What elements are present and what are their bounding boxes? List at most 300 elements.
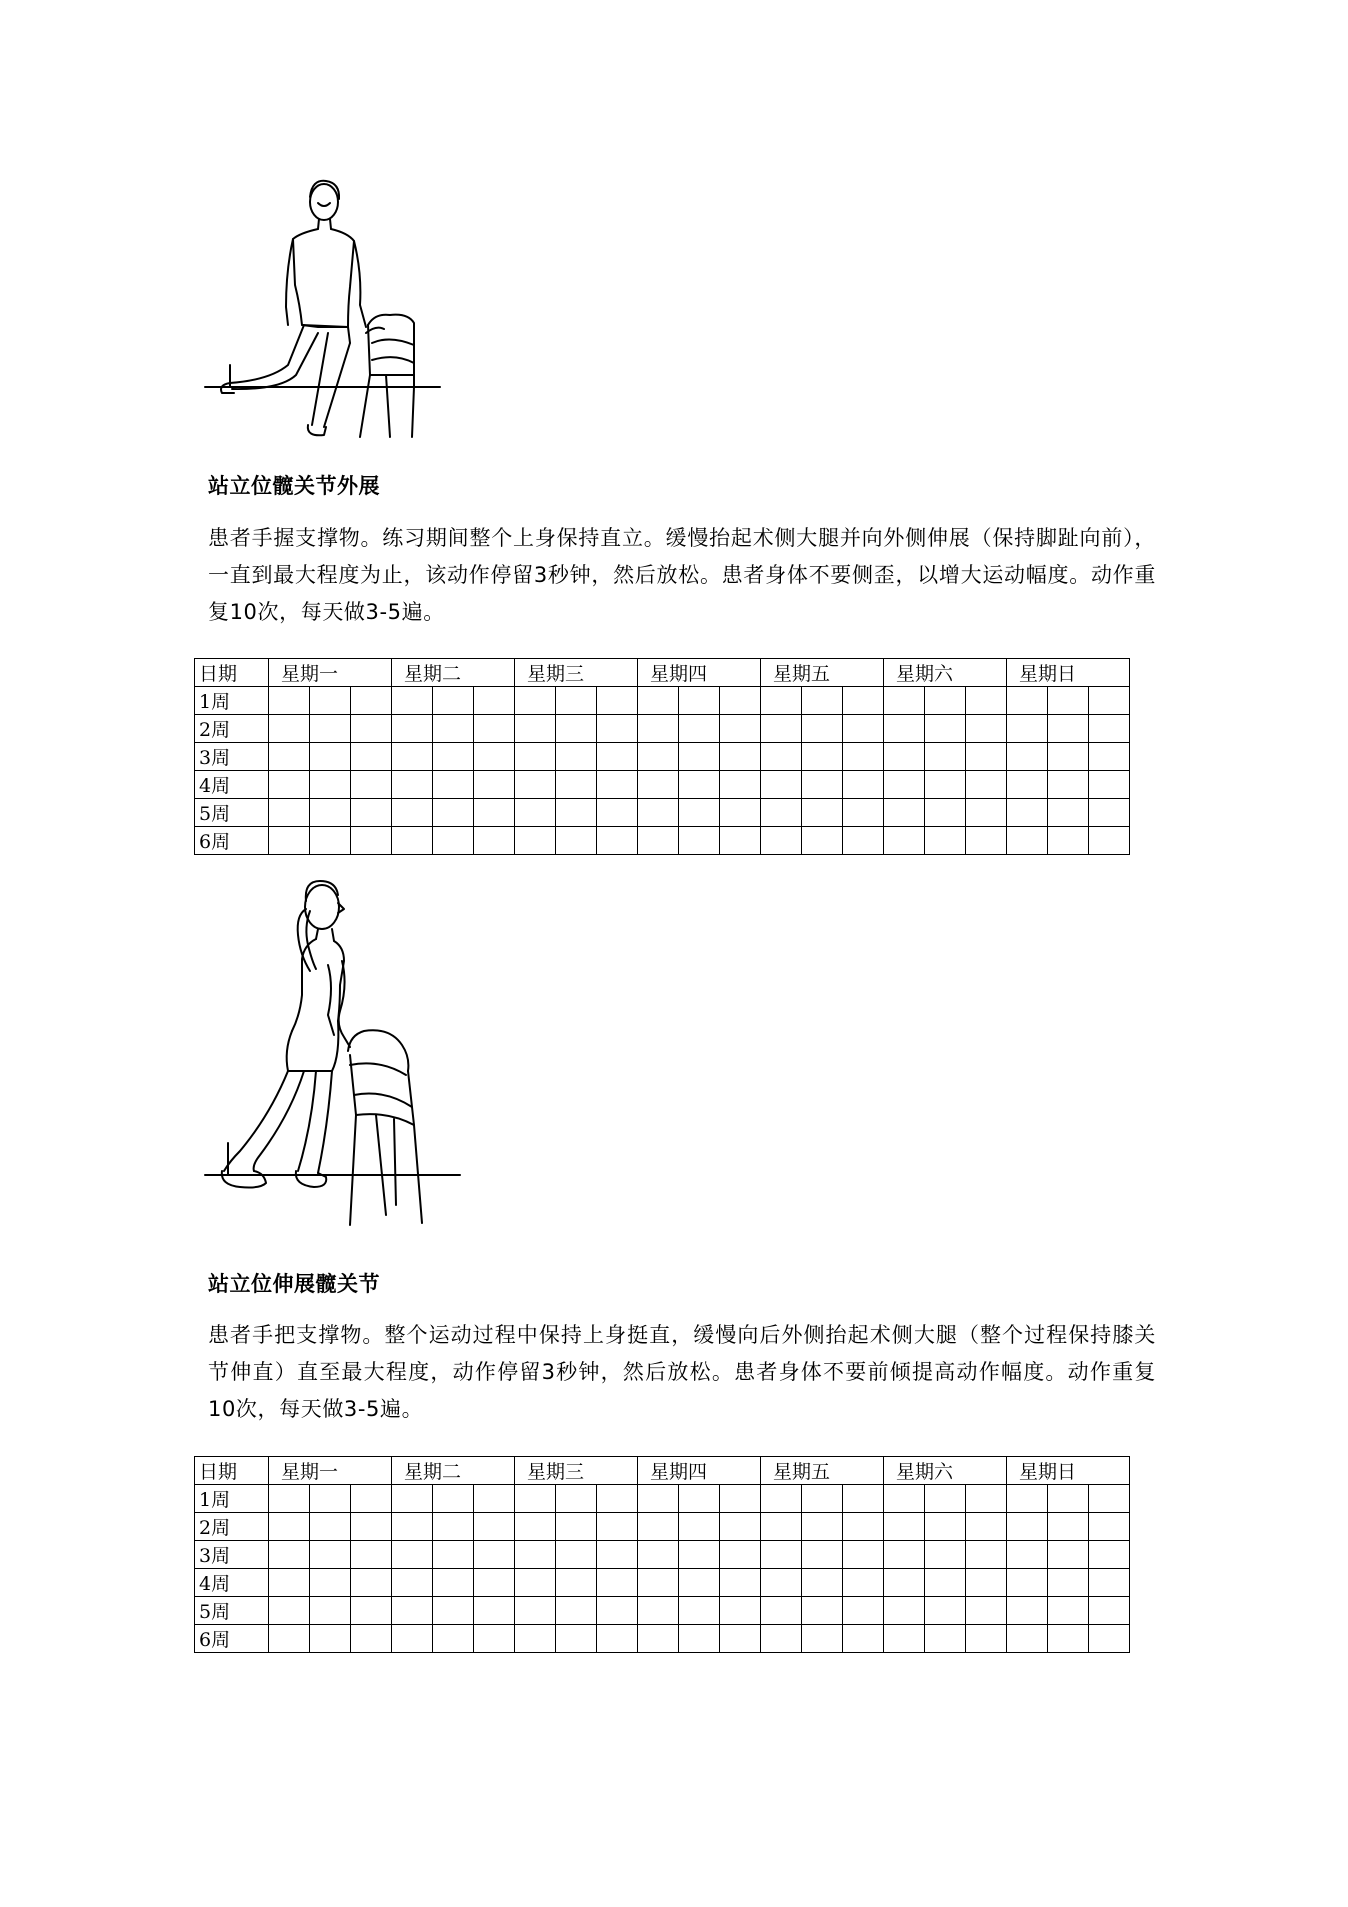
tracking-cell[interactable] bbox=[720, 799, 761, 827]
day-header-tue: 星期二 bbox=[392, 1457, 515, 1485]
tracking-cell[interactable] bbox=[925, 771, 966, 799]
tracking-cell[interactable] bbox=[351, 799, 392, 827]
week-label: 2周 bbox=[195, 1513, 269, 1541]
tracking-cell[interactable] bbox=[761, 771, 802, 799]
tracking-cell[interactable] bbox=[597, 1597, 638, 1625]
tracking-cell[interactable] bbox=[269, 1541, 310, 1569]
tracking-cell[interactable] bbox=[925, 1569, 966, 1597]
tracking-cell[interactable] bbox=[515, 827, 556, 855]
tracking-cell[interactable] bbox=[802, 799, 843, 827]
tracking-cell[interactable] bbox=[269, 715, 310, 743]
tracking-cell[interactable] bbox=[884, 715, 925, 743]
tracking-cell[interactable] bbox=[925, 1541, 966, 1569]
tracking-cell[interactable] bbox=[925, 827, 966, 855]
tracking-cell[interactable] bbox=[1089, 1569, 1130, 1597]
tracking-cell[interactable] bbox=[351, 827, 392, 855]
tracking-cell[interactable] bbox=[269, 1485, 310, 1513]
tracking-cell[interactable] bbox=[433, 1625, 474, 1653]
tracking-cell[interactable] bbox=[474, 1485, 515, 1513]
tracking-cell[interactable] bbox=[679, 799, 720, 827]
week-label: 1周 bbox=[195, 1485, 269, 1513]
week-label: 2周 bbox=[195, 715, 269, 743]
tracking-cell[interactable] bbox=[1089, 687, 1130, 715]
tracking-cell[interactable] bbox=[802, 1597, 843, 1625]
table-row bbox=[195, 715, 1130, 743]
tracking-cell[interactable] bbox=[1089, 715, 1130, 743]
tracking-cell[interactable] bbox=[1089, 1625, 1130, 1653]
tracking-cell[interactable] bbox=[720, 827, 761, 855]
tracking-cell[interactable] bbox=[310, 1513, 351, 1541]
tracking-cell[interactable] bbox=[761, 1597, 802, 1625]
tracking-cell[interactable] bbox=[515, 1625, 556, 1653]
tracking-cell[interactable] bbox=[638, 1485, 679, 1513]
tracking-cell[interactable] bbox=[269, 743, 310, 771]
tracking-cell[interactable] bbox=[474, 799, 515, 827]
tracking-cell[interactable] bbox=[392, 1597, 433, 1625]
tracking-cell[interactable] bbox=[720, 771, 761, 799]
tracking-cell[interactable] bbox=[925, 799, 966, 827]
tracking-cell[interactable] bbox=[474, 1541, 515, 1569]
tracking-cell[interactable] bbox=[843, 687, 884, 715]
tracking-cell[interactable] bbox=[720, 1541, 761, 1569]
tracking-cell[interactable] bbox=[597, 1485, 638, 1513]
table-row bbox=[195, 827, 1130, 855]
tracking-cell[interactable] bbox=[966, 1597, 1007, 1625]
exercise-2-tracking-table bbox=[194, 1456, 1130, 1653]
tracking-cell[interactable] bbox=[597, 743, 638, 771]
tracking-cell[interactable] bbox=[720, 687, 761, 715]
tracking-cell[interactable] bbox=[597, 1541, 638, 1569]
tracking-cell[interactable] bbox=[761, 827, 802, 855]
tracking-cell[interactable] bbox=[1089, 1485, 1130, 1513]
tracking-cell[interactable] bbox=[720, 1485, 761, 1513]
day-header-fri: 星期五 bbox=[761, 659, 884, 687]
tracking-cell[interactable] bbox=[843, 743, 884, 771]
tracking-cell[interactable] bbox=[966, 1625, 1007, 1653]
tracking-cell[interactable] bbox=[638, 1597, 679, 1625]
tracking-cell[interactable] bbox=[884, 1513, 925, 1541]
tracking-cell[interactable] bbox=[679, 1569, 720, 1597]
tracking-cell[interactable] bbox=[720, 1597, 761, 1625]
tracking-cell[interactable] bbox=[351, 1569, 392, 1597]
tracking-cell[interactable] bbox=[761, 1485, 802, 1513]
tracking-cell[interactable] bbox=[1048, 827, 1089, 855]
tracking-cell[interactable] bbox=[310, 743, 351, 771]
tracking-cell[interactable] bbox=[679, 771, 720, 799]
tracking-cell[interactable] bbox=[433, 687, 474, 715]
tracking-cell[interactable] bbox=[556, 1513, 597, 1541]
tracking-cell[interactable] bbox=[966, 771, 1007, 799]
tracking-cell[interactable] bbox=[556, 687, 597, 715]
tracking-cell[interactable] bbox=[351, 715, 392, 743]
tracking-cell[interactable] bbox=[720, 715, 761, 743]
tracking-cell[interactable] bbox=[269, 1597, 310, 1625]
tracking-cell[interactable] bbox=[761, 799, 802, 827]
tracking-cell[interactable] bbox=[392, 1569, 433, 1597]
tracking-cell[interactable] bbox=[556, 715, 597, 743]
tracking-cell[interactable] bbox=[351, 1625, 392, 1653]
tracking-cell[interactable] bbox=[720, 743, 761, 771]
tracking-cell[interactable] bbox=[1048, 1513, 1089, 1541]
table-row bbox=[195, 743, 1130, 771]
tracking-cell[interactable] bbox=[515, 799, 556, 827]
tracking-cell[interactable] bbox=[1048, 799, 1089, 827]
tracking-cell[interactable] bbox=[925, 715, 966, 743]
tracking-cell[interactable] bbox=[392, 1485, 433, 1513]
table-row bbox=[195, 1541, 1130, 1569]
tracking-cell[interactable] bbox=[1007, 715, 1048, 743]
day-header-sun: 星期日 bbox=[1007, 1457, 1130, 1485]
tracking-cell[interactable] bbox=[597, 715, 638, 743]
tracking-cell[interactable] bbox=[1048, 687, 1089, 715]
tracking-cell[interactable] bbox=[802, 1513, 843, 1541]
tracking-cell[interactable] bbox=[351, 743, 392, 771]
tracking-cell[interactable] bbox=[1048, 1541, 1089, 1569]
tracking-cell[interactable] bbox=[679, 1485, 720, 1513]
tracking-cell[interactable] bbox=[802, 1625, 843, 1653]
tracking-cell[interactable] bbox=[310, 687, 351, 715]
tracking-cell[interactable] bbox=[761, 743, 802, 771]
day-header-sat: 星期六 bbox=[884, 1457, 1007, 1485]
tracking-cell[interactable] bbox=[679, 743, 720, 771]
tracking-cell[interactable] bbox=[679, 1541, 720, 1569]
tracking-cell[interactable] bbox=[1048, 1625, 1089, 1653]
tracking-cell[interactable] bbox=[638, 1513, 679, 1541]
tracking-cell[interactable] bbox=[269, 1569, 310, 1597]
tracking-cell[interactable] bbox=[433, 827, 474, 855]
exercise-2-instructions: 患者手把支撑物。整个运动过程中保持上身挺直，缓慢向后外侧抬起术侧大腿（整个过程保持膝关节伸直）直至最大程度，动作停留3秒钟，然后放松。患者身体不要前倾提高动作幅度。动作重复10次，每天做3-5遍。 bbox=[208, 1323, 1156, 1421]
tracking-cell[interactable] bbox=[433, 1485, 474, 1513]
tracking-cell[interactable] bbox=[1089, 827, 1130, 855]
day-header-sun: 星期日 bbox=[1007, 659, 1130, 687]
tracking-cell[interactable] bbox=[966, 743, 1007, 771]
tracking-cell[interactable] bbox=[269, 799, 310, 827]
tracking-cell[interactable] bbox=[474, 771, 515, 799]
week-label: 4周 bbox=[195, 1569, 269, 1597]
tracking-cell[interactable] bbox=[1007, 1569, 1048, 1597]
table-row bbox=[195, 1597, 1130, 1625]
tracking-cell[interactable] bbox=[597, 771, 638, 799]
tracking-cell[interactable] bbox=[269, 827, 310, 855]
tracking-cell[interactable] bbox=[638, 1625, 679, 1653]
tracking-cell[interactable] bbox=[1089, 743, 1130, 771]
day-header-mon: 星期一 bbox=[269, 659, 392, 687]
tracking-cell[interactable] bbox=[351, 1597, 392, 1625]
tracking-cell[interactable] bbox=[966, 1513, 1007, 1541]
tracking-cell[interactable] bbox=[843, 827, 884, 855]
tracking-cell[interactable] bbox=[433, 1597, 474, 1625]
tracking-cell[interactable] bbox=[802, 827, 843, 855]
tracking-cell[interactable] bbox=[433, 1541, 474, 1569]
tracking-cell[interactable] bbox=[843, 1541, 884, 1569]
tracking-cell[interactable] bbox=[556, 1485, 597, 1513]
date-header: 日期 bbox=[195, 1457, 269, 1485]
tracking-cell[interactable] bbox=[515, 687, 556, 715]
tracking-cell[interactable] bbox=[966, 1541, 1007, 1569]
tracking-cell[interactable] bbox=[597, 1569, 638, 1597]
day-header-mon: 星期一 bbox=[269, 1457, 392, 1485]
tracking-cell[interactable] bbox=[474, 715, 515, 743]
tracking-cell[interactable] bbox=[1007, 743, 1048, 771]
tracking-cell[interactable] bbox=[843, 1513, 884, 1541]
tracking-cell[interactable] bbox=[679, 1513, 720, 1541]
tracking-cell[interactable] bbox=[802, 687, 843, 715]
exercise-2-heading: 站立位伸展髋关节 bbox=[208, 1272, 380, 1296]
tracking-cell[interactable] bbox=[392, 799, 433, 827]
tracking-cell[interactable] bbox=[1048, 1569, 1089, 1597]
tracking-cell[interactable] bbox=[1048, 1485, 1089, 1513]
tracking-cell[interactable] bbox=[1089, 1541, 1130, 1569]
tracking-cell[interactable] bbox=[433, 715, 474, 743]
exercise-1-instructions: 患者手握支撑物。练习期间整个上身保持直立。缓慢抬起术侧大腿并向外侧伸展（保持脚趾向前），一直到最大程度为止，该动作停留3秒钟，然后放松。患者身体不要侧歪，以增大运动幅度。动作重复10次，每天做3-5遍。 bbox=[208, 526, 1156, 624]
tracking-cell[interactable] bbox=[515, 1485, 556, 1513]
tracking-cell[interactable] bbox=[392, 743, 433, 771]
tracking-cell[interactable] bbox=[1007, 827, 1048, 855]
tracking-cell[interactable] bbox=[556, 1597, 597, 1625]
day-header-thu: 星期四 bbox=[638, 659, 761, 687]
tracking-cell[interactable] bbox=[1007, 687, 1048, 715]
tracking-cell[interactable] bbox=[392, 687, 433, 715]
tracking-cell[interactable] bbox=[597, 1513, 638, 1541]
tracking-cell[interactable] bbox=[843, 1625, 884, 1653]
tracking-cell[interactable] bbox=[843, 771, 884, 799]
tracking-cell[interactable] bbox=[1089, 1597, 1130, 1625]
table-header-row bbox=[195, 659, 1130, 687]
tracking-cell[interactable] bbox=[310, 799, 351, 827]
tracking-cell[interactable] bbox=[310, 715, 351, 743]
tracking-cell[interactable] bbox=[761, 1513, 802, 1541]
tracking-cell[interactable] bbox=[515, 1597, 556, 1625]
tracking-cell[interactable] bbox=[843, 1485, 884, 1513]
tracking-cell[interactable] bbox=[556, 771, 597, 799]
tracking-cell[interactable] bbox=[679, 1625, 720, 1653]
tracking-cell[interactable] bbox=[884, 1625, 925, 1653]
day-header-tue: 星期二 bbox=[392, 659, 515, 687]
tracking-cell[interactable] bbox=[310, 1541, 351, 1569]
tracking-cell[interactable] bbox=[679, 1597, 720, 1625]
tracking-cell[interactable] bbox=[515, 1541, 556, 1569]
tracking-cell[interactable] bbox=[884, 1541, 925, 1569]
tracking-cell[interactable] bbox=[392, 715, 433, 743]
tracking-cell[interactable] bbox=[638, 687, 679, 715]
tracking-cell[interactable] bbox=[884, 687, 925, 715]
tracking-cell[interactable] bbox=[884, 799, 925, 827]
tracking-cell[interactable] bbox=[638, 1541, 679, 1569]
tracking-cell[interactable] bbox=[884, 1569, 925, 1597]
tracking-cell[interactable] bbox=[1007, 1597, 1048, 1625]
table-row bbox=[195, 1485, 1130, 1513]
tracking-cell[interactable] bbox=[597, 827, 638, 855]
tracking-cell[interactable] bbox=[843, 715, 884, 743]
tracking-cell[interactable] bbox=[1007, 1625, 1048, 1653]
tracking-cell[interactable] bbox=[679, 687, 720, 715]
week-label: 3周 bbox=[195, 743, 269, 771]
tracking-cell[interactable] bbox=[966, 687, 1007, 715]
tracking-cell[interactable] bbox=[720, 1625, 761, 1653]
tracking-cell[interactable] bbox=[802, 1485, 843, 1513]
tracking-cell[interactable] bbox=[392, 1513, 433, 1541]
tracking-cell[interactable] bbox=[1007, 1485, 1048, 1513]
tracking-cell[interactable] bbox=[597, 799, 638, 827]
tracking-cell[interactable] bbox=[474, 1513, 515, 1541]
table-row bbox=[195, 771, 1130, 799]
day-header-wed: 星期三 bbox=[515, 659, 638, 687]
week-label: 5周 bbox=[195, 799, 269, 827]
tracking-cell[interactable] bbox=[392, 771, 433, 799]
tracking-cell[interactable] bbox=[1007, 1541, 1048, 1569]
week-label: 3周 bbox=[195, 1541, 269, 1569]
tracking-cell[interactable] bbox=[761, 1541, 802, 1569]
hip-abduction-illustration-icon bbox=[200, 175, 460, 440]
hip-extension-illustration-icon bbox=[200, 875, 470, 1235]
tracking-cell[interactable] bbox=[515, 715, 556, 743]
tracking-cell[interactable] bbox=[392, 827, 433, 855]
tracking-cell[interactable] bbox=[1089, 799, 1130, 827]
tracking-cell[interactable] bbox=[556, 1569, 597, 1597]
table-row bbox=[195, 1513, 1130, 1541]
tracking-cell[interactable] bbox=[269, 771, 310, 799]
tracking-cell[interactable] bbox=[515, 1513, 556, 1541]
tracking-cell[interactable] bbox=[1048, 1597, 1089, 1625]
week-label: 5周 bbox=[195, 1597, 269, 1625]
tracking-cell[interactable] bbox=[966, 799, 1007, 827]
tracking-cell[interactable] bbox=[802, 715, 843, 743]
tracking-cell[interactable] bbox=[474, 1625, 515, 1653]
tracking-cell[interactable] bbox=[597, 687, 638, 715]
tracking-cell[interactable] bbox=[720, 1513, 761, 1541]
tracking-cell[interactable] bbox=[925, 1625, 966, 1653]
tracking-cell[interactable] bbox=[1007, 799, 1048, 827]
day-header-sat: 星期六 bbox=[884, 659, 1007, 687]
week-label: 6周 bbox=[195, 1625, 269, 1653]
tracking-cell[interactable] bbox=[597, 1625, 638, 1653]
tracking-cell[interactable] bbox=[925, 687, 966, 715]
tracking-cell[interactable] bbox=[1048, 743, 1089, 771]
tracking-cell[interactable] bbox=[474, 827, 515, 855]
exercise-1-heading: 站立位髋关节外展 bbox=[208, 474, 380, 498]
tracking-cell[interactable] bbox=[1007, 1513, 1048, 1541]
tracking-cell[interactable] bbox=[925, 1597, 966, 1625]
tracking-cell[interactable] bbox=[310, 1625, 351, 1653]
tracking-cell[interactable] bbox=[679, 715, 720, 743]
tracking-cell[interactable] bbox=[802, 771, 843, 799]
tracking-cell[interactable] bbox=[925, 1513, 966, 1541]
tracking-cell[interactable] bbox=[310, 771, 351, 799]
tracking-cell[interactable] bbox=[351, 1485, 392, 1513]
tracking-cell[interactable] bbox=[474, 687, 515, 715]
tracking-cell[interactable] bbox=[351, 1513, 392, 1541]
tracking-cell[interactable] bbox=[310, 1597, 351, 1625]
tracking-cell[interactable] bbox=[843, 1597, 884, 1625]
tracking-cell[interactable] bbox=[966, 1569, 1007, 1597]
tracking-cell[interactable] bbox=[884, 1485, 925, 1513]
tracking-cell[interactable] bbox=[515, 771, 556, 799]
week-label: 4周 bbox=[195, 771, 269, 799]
tracking-cell[interactable] bbox=[310, 1485, 351, 1513]
tracking-cell[interactable] bbox=[638, 715, 679, 743]
tracking-cell[interactable] bbox=[802, 1541, 843, 1569]
tracking-cell[interactable] bbox=[351, 1541, 392, 1569]
tracking-cell[interactable] bbox=[1089, 771, 1130, 799]
tracking-cell[interactable] bbox=[843, 799, 884, 827]
tracking-cell[interactable] bbox=[884, 1597, 925, 1625]
tracking-cell[interactable] bbox=[351, 771, 392, 799]
tracking-cell[interactable] bbox=[556, 827, 597, 855]
tracking-cell[interactable] bbox=[638, 743, 679, 771]
tracking-cell[interactable] bbox=[269, 1513, 310, 1541]
tracking-cell[interactable] bbox=[1089, 1513, 1130, 1541]
table-row bbox=[195, 1569, 1130, 1597]
tracking-cell[interactable] bbox=[310, 1569, 351, 1597]
tracking-cell[interactable] bbox=[269, 1625, 310, 1653]
tracking-cell[interactable] bbox=[556, 743, 597, 771]
tracking-cell[interactable] bbox=[966, 715, 1007, 743]
tracking-cell[interactable] bbox=[433, 1569, 474, 1597]
day-header-thu: 星期四 bbox=[638, 1457, 761, 1485]
table-row bbox=[195, 687, 1130, 715]
tracking-cell[interactable] bbox=[474, 743, 515, 771]
tracking-cell[interactable] bbox=[638, 771, 679, 799]
tracking-cell[interactable] bbox=[761, 1569, 802, 1597]
tracking-cell[interactable] bbox=[925, 1485, 966, 1513]
tracking-cell[interactable] bbox=[351, 687, 392, 715]
tracking-cell[interactable] bbox=[433, 1513, 474, 1541]
tracking-cell[interactable] bbox=[1048, 715, 1089, 743]
table-row bbox=[195, 1625, 1130, 1653]
tracking-cell[interactable] bbox=[761, 1625, 802, 1653]
tracking-cell[interactable] bbox=[679, 827, 720, 855]
table-header-row bbox=[195, 1457, 1130, 1485]
tracking-cell[interactable] bbox=[761, 687, 802, 715]
tracking-cell[interactable] bbox=[433, 799, 474, 827]
tracking-cell[interactable] bbox=[1048, 771, 1089, 799]
tracking-cell[interactable] bbox=[269, 687, 310, 715]
date-header: 日期 bbox=[195, 659, 269, 687]
tracking-cell[interactable] bbox=[802, 743, 843, 771]
tracking-cell[interactable] bbox=[433, 771, 474, 799]
tracking-cell[interactable] bbox=[966, 1485, 1007, 1513]
tracking-cell[interactable] bbox=[392, 1625, 433, 1653]
exercise-1-tracking-table bbox=[194, 658, 1130, 855]
tracking-cell[interactable] bbox=[638, 799, 679, 827]
week-label: 6周 bbox=[195, 827, 269, 855]
tracking-cell[interactable] bbox=[884, 743, 925, 771]
tracking-cell[interactable] bbox=[556, 1541, 597, 1569]
tracking-cell[interactable] bbox=[761, 715, 802, 743]
tracking-cell[interactable] bbox=[310, 827, 351, 855]
tracking-cell[interactable] bbox=[1007, 771, 1048, 799]
tracking-cell[interactable] bbox=[556, 799, 597, 827]
tracking-cell[interactable] bbox=[474, 1597, 515, 1625]
tracking-cell[interactable] bbox=[843, 1569, 884, 1597]
tracking-cell[interactable] bbox=[884, 827, 925, 855]
tracking-cell[interactable] bbox=[720, 1569, 761, 1597]
tracking-cell[interactable] bbox=[884, 771, 925, 799]
tracking-cell[interactable] bbox=[638, 1569, 679, 1597]
tracking-cell[interactable] bbox=[474, 1569, 515, 1597]
week-label: 1周 bbox=[195, 687, 269, 715]
tracking-cell[interactable] bbox=[556, 1625, 597, 1653]
tracking-cell[interactable] bbox=[515, 1569, 556, 1597]
tracking-cell[interactable] bbox=[638, 827, 679, 855]
tracking-cell[interactable] bbox=[802, 1569, 843, 1597]
tracking-cell[interactable] bbox=[515, 743, 556, 771]
tracking-cell[interactable] bbox=[966, 827, 1007, 855]
tracking-cell[interactable] bbox=[392, 1541, 433, 1569]
day-header-fri: 星期五 bbox=[761, 1457, 884, 1485]
tracking-cell[interactable] bbox=[925, 743, 966, 771]
tracking-cell[interactable] bbox=[433, 743, 474, 771]
